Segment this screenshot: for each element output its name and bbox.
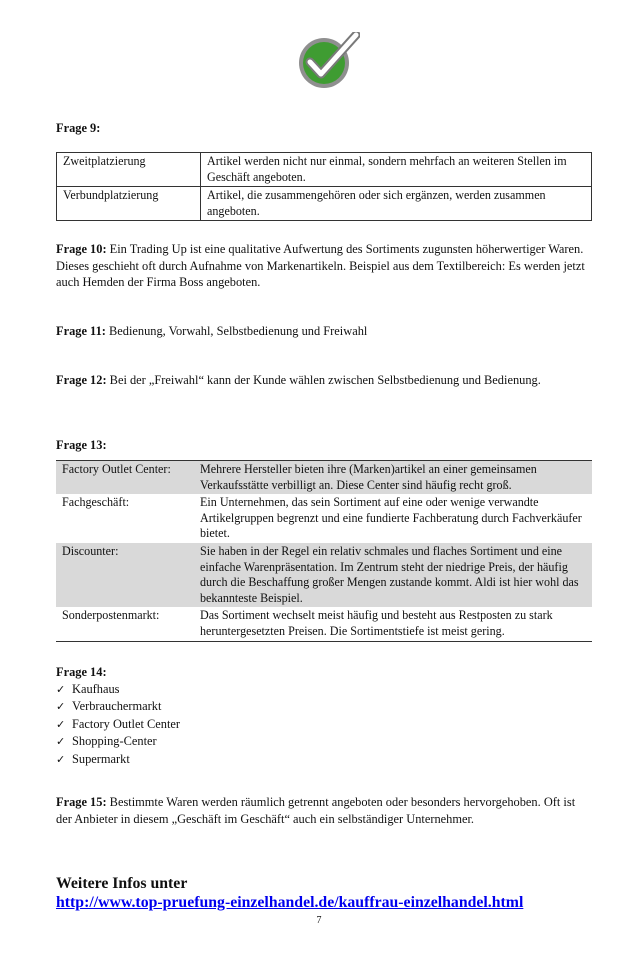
more-info-link[interactable]: http://www.top-pruefung-einzelhandel.de/kauffrau-einzelhandel.html (56, 894, 524, 911)
table-cell-desc: Mehrere Hersteller bieten ihre (Marken)artikel an einer gemeinsamen Verkaufsstätte verbilligt an. Diese Center sind häufig recht groß. (194, 461, 592, 495)
frage11-label: Frage 11: (56, 324, 106, 338)
table-cell-term: Zweitplatzierung (57, 153, 201, 187)
list-item (56, 698, 592, 716)
table-cell-term: Verbundplatzierung (57, 187, 201, 221)
frage12-paragraph (56, 372, 592, 389)
checkmark-icon: ✓ (56, 682, 66, 696)
table-cell-term: Sonderpostenmarkt: (56, 607, 194, 641)
page-number: 7 (316, 915, 322, 926)
frage9-table (56, 152, 592, 221)
table-cell-desc: Artikel, die zusammengehören oder sich ergänzen, werden zusammen angeboten. (201, 187, 592, 221)
list-item-label: Verbrauchermarkt (72, 699, 162, 713)
checkmark-icon: ✓ (56, 717, 66, 731)
table-cell-desc: Das Sortiment wechselt meist häufig und besteht aus Restposten zu stark heruntergesetzten Preisen. Die Sortimentstiefe ist meist gering. (194, 607, 592, 641)
table-row (56, 494, 592, 543)
table-row (57, 187, 592, 221)
frage15-paragraph (56, 794, 592, 827)
frage13-table (56, 460, 592, 642)
more-info (56, 874, 523, 912)
list-item-label: Factory Outlet Center (72, 716, 181, 731)
frage11-text: Bedienung, Vorwahl, Selbstbedienung und Freiwahl (105, 324, 368, 338)
frage12-label: Frage 12: (56, 373, 107, 387)
list-item-label: Supermarkt (72, 751, 130, 766)
frage15-label: Frage 15: (56, 795, 107, 809)
list-item (56, 751, 592, 769)
frage15-text: Bestimmte Waren werden räumlich getrennt angeboten oder besonders hervorgehoben. Oft ist der Anbieter in diesem „Geschäft im Geschäft“ auch ein selbständiger Unternehmer. (56, 795, 576, 826)
checkmark-icon: ✓ (56, 700, 66, 713)
table-cell-desc: Sie haben in der Regel ein relativ schmales und flaches Sortiment und eine einfache Warenpräsentation. Im Zentrum steht der niedrige Preis, der häufig durch die Beschaffung großer Mengen zustande kommt. Aldi ist hier wohl das bekannteste Beispiel. (194, 543, 592, 607)
frage13-heading: Frage 13: (56, 438, 107, 452)
frage11-paragraph (56, 323, 592, 340)
list-item (56, 716, 592, 734)
frage14-checklist (56, 681, 592, 769)
frage14-section (56, 664, 592, 768)
list-item-label: Shopping-Center (72, 734, 157, 748)
more-info-label: Weitere Infos unter (56, 875, 188, 892)
list-item (56, 733, 592, 751)
table-cell-term: Factory Outlet Center: (56, 461, 194, 495)
table-row (57, 153, 592, 187)
table-cell-desc: Ein Unternehmen, das sein Sortiment auf eine oder wenige verwandte Artikelgruppen begrenzt und eine fundierte Fachberatung durch Fachverkäufer bietet. (200, 495, 582, 541)
list-item (56, 681, 592, 699)
table-row (56, 543, 592, 607)
frage9-heading: Frage 9: (56, 121, 101, 135)
table-cell-desc: Artikel werden nicht nur einmal, sondern mehrfach an weiteren Stellen im Geschäft angeboten. (201, 153, 592, 187)
frage14-heading: Frage 14: (56, 665, 107, 679)
checkmark-logo-icon (296, 32, 360, 92)
list-item-label: Kaufhaus (72, 681, 120, 696)
frage10-paragraph (56, 241, 592, 291)
table-cell-term: Fachgeschäft: (62, 495, 130, 510)
checkmark-icon: ✓ (56, 735, 66, 748)
table-row (56, 607, 592, 641)
table-row (56, 461, 592, 495)
checkmark-icon: ✓ (56, 752, 66, 766)
frage10-text: Ein Trading Up ist eine qualitative Aufwertung des Sortiments zugunsten höherwertiger Waren. Dieses geschieht oft durch Aufnahme von Markenartikeln. Beispiel aus dem Textilbereich: Es werden jetzt auch Hemden der Firma Boss angeboten. (56, 242, 585, 289)
frage10-label: Frage 10: (56, 242, 107, 256)
frage12-text: Bei der „Freiwahl“ kann der Kunde wählen zwischen Selbstbedienung und Bedienung. (106, 373, 541, 387)
table-cell-term: Discounter: (56, 543, 194, 607)
